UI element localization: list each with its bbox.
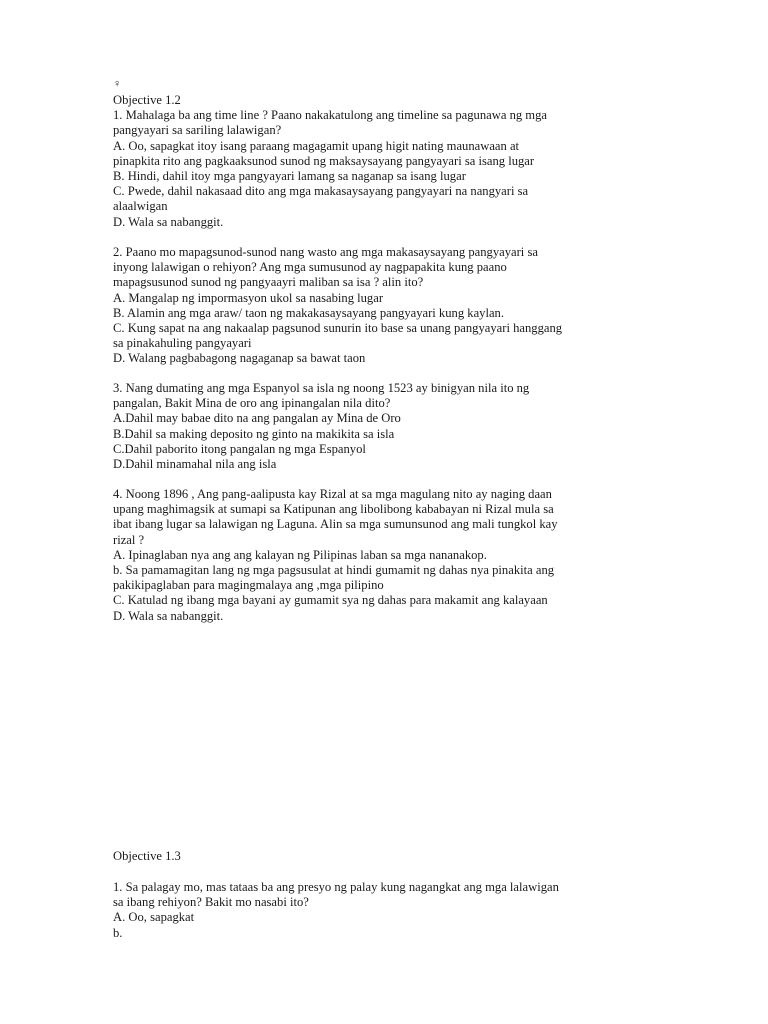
question-line: rizal ? <box>113 532 145 547</box>
symbol-mark: ♀ <box>113 78 122 90</box>
answer-option: C. Katulad ng ibang mga bayani ay gumamit sya ng dahas para makamit ang kalayaan <box>113 593 548 608</box>
question-line: 4. Noong 1896 , Ang pang-aalipusta kay Rizal at sa mga magulang nito ay naging daan <box>113 487 552 501</box>
objective-1-3-heading-block <box>113 849 658 864</box>
answer-option: sa pinakahuling pangyayari <box>113 336 252 351</box>
answer-option: alaalwigan <box>113 199 168 214</box>
answer-option: D.Dahil minamahal nila ang isla <box>113 457 277 472</box>
answer-option: B. Hindi, dahil itoy mga pangyayari lamang sa naganap sa isang lugar <box>113 169 466 184</box>
answer-option: A. Oo, sapagkat <box>113 910 195 925</box>
question-line: upang maghimagsik at sumapi sa Katipunan ang libolibong kababayan ni Rizal mula sa <box>113 502 554 517</box>
answer-option: B. Alamin ang mga araw/ taon ng makakasaysayang pangyayari kung kaylan. <box>113 305 504 320</box>
answer-option: C. Pwede, dahil nakasaad dito ang mga makasaysayang pangyayari na nangyari sa <box>113 184 529 199</box>
question-line: mapagsusunod sunod ng pangyaayri maliban sa isa ? alin ito? <box>113 275 424 290</box>
answer-option: D. Wala sa nabanggit. <box>113 214 224 229</box>
answer-option: A. Oo, sapagkat itoy isang paraang magagamit upang higit nating maunawaan at <box>113 138 520 153</box>
question-line: pangyayari sa sariling lalawigan? <box>113 123 282 138</box>
question-line: 3. Nang dumating ang mga Espanyol sa isla ng noong 1523 ay binigyan nila ito ng <box>113 381 530 395</box>
question-line: inyong lalawigan o rehiyon? Ang mga sumusunod ay nagpapakita kung paano <box>113 260 507 275</box>
answer-option: A. Ipinaglaban nya ang ang kalayan ng Pilipinas laban sa mga nananakop. <box>113 547 487 562</box>
question-line: 2. Paano mo mapagsunod-sunod nang wasto ang mga makasaysayang pangyayari sa <box>113 245 538 259</box>
answer-option: B.Dahil sa making deposito ng ginto na makikita sa isla <box>113 426 395 441</box>
question-line: ibat ibang lugar sa lalawigan ng Laguna. Alin sa mga sumunsunod ang mali tungkol kay <box>113 517 558 532</box>
question-4 <box>113 487 658 624</box>
answer-option: A.Dahil may babae dito na ang pangalan ay Mina de Oro <box>113 411 401 426</box>
question-line: pangalan, Bakit Mina de oro ang ipinangalan nila dito? <box>113 396 391 411</box>
objective-1-2-section <box>113 93 658 230</box>
answer-option: b. <box>113 925 123 940</box>
question-2 <box>113 245 658 367</box>
answer-option: C.Dahil paborito itong pangalan ng mga Espanyol <box>113 441 366 456</box>
question-line: sa ibang rehiyon? Bakit mo nasabi ito? <box>113 895 309 910</box>
objective-1-3-question-1 <box>113 880 658 941</box>
answer-option: D. Wala sa nabanggit. <box>113 608 224 623</box>
answer-option: pinapkita rito ang pagkaaksunod sunod ng maksaysayang pangyayari sa isang lugar <box>113 153 535 168</box>
answer-option: C. Kung sapat na ang nakaalap pagsunod sunurin ito base sa unang pangyayari hanggang <box>113 321 563 336</box>
answer-option: pakikipaglaban para magingmalaya ang ,mga pilipino <box>113 578 384 593</box>
question-line: 1. Sa palagay mo, mas tataas ba ang presyo ng palay kung nagangkat ang mga lalawigan <box>113 880 559 894</box>
section-heading: Objective 1.3 <box>113 849 181 863</box>
answer-option: b. Sa pamamagitan lang ng mga pagsusulat at hindi gumamit ng dahas nya pinakita ang <box>113 563 555 578</box>
section-heading: Objective 1.2 <box>113 93 181 107</box>
answer-option: A. Mangalap ng impormasyon ukol sa nasabing lugar <box>113 290 384 305</box>
question-line: 1. Mahalaga ba ang time line ? Paano nakakatulong ang timeline sa pagunawa ng mga <box>113 108 547 123</box>
answer-option: D. Walang pagbabagong nagaganap sa bawat taon <box>113 351 366 366</box>
question-3 <box>113 381 658 472</box>
